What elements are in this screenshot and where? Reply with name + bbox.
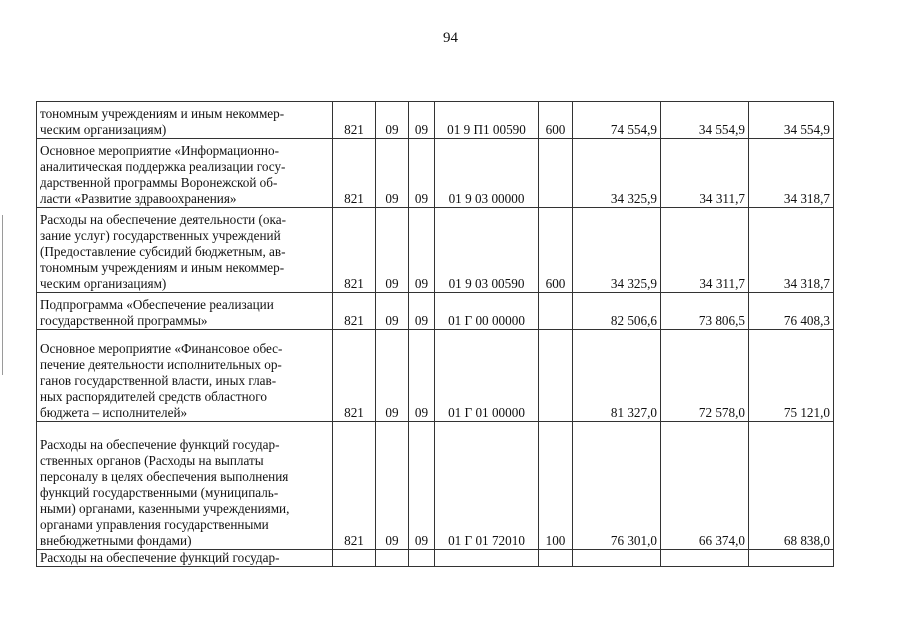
code-pr-cell: 09	[409, 330, 435, 422]
description-line: органами управления государственными	[40, 517, 269, 532]
code-gr-cell: 821	[333, 293, 376, 330]
description-line: Расходы на обеспечение функций государ-	[40, 550, 280, 565]
description-line: Подпрограмма «Обеспечение реализации	[40, 297, 274, 312]
code-csr-cell	[435, 550, 539, 567]
code-vr-cell: 100	[539, 422, 573, 550]
code-rz-cell: 09	[376, 330, 409, 422]
amount-year3-cell: 68 838,0	[749, 422, 834, 550]
amount-year1-cell: 74 554,9	[573, 102, 661, 139]
code-pr-cell: 09	[409, 422, 435, 550]
code-rz-cell: 09	[376, 293, 409, 330]
code-gr-cell: 821	[333, 422, 376, 550]
description-line: Расходы на обеспечение деятельности (ока-	[40, 212, 286, 227]
code-pr-cell	[409, 550, 435, 567]
table-row	[37, 208, 834, 293]
description-line: Расходы на обеспечение функций государ-	[40, 437, 280, 452]
description-cell	[37, 550, 333, 567]
description-cell	[37, 208, 333, 293]
code-csr-cell: 01 Г 01 72010	[435, 422, 539, 550]
amount-year1-cell: 76 301,0	[573, 422, 661, 550]
description-line: Основное мероприятие «Финансовое обес-	[40, 341, 283, 356]
description-cell	[37, 102, 333, 139]
amount-year2-cell	[661, 550, 749, 567]
code-gr-cell: 821	[333, 208, 376, 293]
scan-margin-mark	[2, 215, 3, 375]
amount-year1-cell: 34 325,9	[573, 139, 661, 208]
amount-year2-cell: 34 554,9	[661, 102, 749, 139]
description-line: ческим организациям)	[40, 122, 167, 137]
description-line: печение деятельности исполнительных ор-	[40, 357, 282, 372]
code-pr-cell: 09	[409, 293, 435, 330]
code-vr-cell	[539, 550, 573, 567]
budget-table	[36, 101, 834, 567]
table-row	[37, 550, 834, 567]
code-csr-cell: 01 Г 01 00000	[435, 330, 539, 422]
description-line: тономным учреждениям и иным некоммер-	[40, 106, 285, 121]
code-vr-cell	[539, 330, 573, 422]
description-line: функций государственными (муниципаль-	[40, 485, 279, 500]
description-line: ных распорядителей средств областного	[40, 389, 267, 404]
table-row	[37, 422, 834, 550]
amount-year1-cell	[573, 550, 661, 567]
description-cell	[37, 330, 333, 422]
table-row	[37, 139, 834, 208]
page-number: 94	[443, 30, 458, 46]
description-cell	[37, 293, 333, 330]
description-line: Основное мероприятие «Информационно-	[40, 143, 279, 158]
description-line: (Предоставление субсидий бюджетным, ав-	[40, 244, 286, 259]
amount-year3-cell	[749, 550, 834, 567]
description-cell	[37, 422, 333, 550]
description-line: государственной программы»	[40, 313, 208, 328]
amount-year3-cell: 34 318,7	[749, 208, 834, 293]
description-line: дарственной программы Воронежской об-	[40, 175, 278, 190]
budget-table-body	[37, 102, 834, 567]
amount-year3-cell: 34 554,9	[749, 102, 834, 139]
code-gr-cell: 821	[333, 330, 376, 422]
amount-year1-cell: 81 327,0	[573, 330, 661, 422]
code-rz-cell	[376, 550, 409, 567]
table-row	[37, 102, 834, 139]
code-rz-cell: 09	[376, 422, 409, 550]
description-line: ласти «Развитие здравоохранения»	[40, 191, 237, 206]
code-gr-cell: 821	[333, 102, 376, 139]
code-rz-cell: 09	[376, 139, 409, 208]
code-gr-cell	[333, 550, 376, 567]
amount-year2-cell: 73 806,5	[661, 293, 749, 330]
amount-year3-cell: 76 408,3	[749, 293, 834, 330]
code-vr-cell	[539, 293, 573, 330]
description-line: персоналу в целях обеспечения выполнения	[40, 469, 289, 484]
code-pr-cell: 09	[409, 208, 435, 293]
description-line: ными) органами, казенными учреждениями,	[40, 501, 290, 516]
description-line: бюджета – исполнителей»	[40, 405, 188, 420]
description-line: тономным учреждениям и иным некоммер-	[40, 260, 285, 275]
amount-year3-cell: 75 121,0	[749, 330, 834, 422]
amount-year3-cell: 34 318,7	[749, 139, 834, 208]
code-pr-cell: 09	[409, 139, 435, 208]
description-line: зание услуг) государственных учреждений	[40, 228, 281, 243]
table-row	[37, 293, 834, 330]
amount-year1-cell: 82 506,6	[573, 293, 661, 330]
code-vr-cell: 600	[539, 102, 573, 139]
description-line: внебюджетными фондами)	[40, 533, 192, 548]
code-csr-cell: 01 9 03 00590	[435, 208, 539, 293]
description-line: ственных органов (Расходы на выплаты	[40, 453, 264, 468]
description-line: аналитическая поддержка реализации госу-	[40, 159, 286, 174]
amount-year2-cell: 72 578,0	[661, 330, 749, 422]
code-rz-cell: 09	[376, 208, 409, 293]
code-csr-cell: 01 Г 00 00000	[435, 293, 539, 330]
code-gr-cell: 821	[333, 139, 376, 208]
code-rz-cell: 09	[376, 102, 409, 139]
amount-year1-cell: 34 325,9	[573, 208, 661, 293]
code-pr-cell: 09	[409, 102, 435, 139]
description-line: ганов государственной власти, иных глав-	[40, 373, 277, 388]
description-cell	[37, 139, 333, 208]
code-vr-cell	[539, 139, 573, 208]
code-vr-cell: 600	[539, 208, 573, 293]
code-csr-cell: 01 9 П1 00590	[435, 102, 539, 139]
code-csr-cell: 01 9 03 00000	[435, 139, 539, 208]
table-row	[37, 330, 834, 422]
amount-year2-cell: 66 374,0	[661, 422, 749, 550]
description-line: ческим организациям)	[40, 276, 167, 291]
amount-year2-cell: 34 311,7	[661, 208, 749, 293]
amount-year2-cell: 34 311,7	[661, 139, 749, 208]
